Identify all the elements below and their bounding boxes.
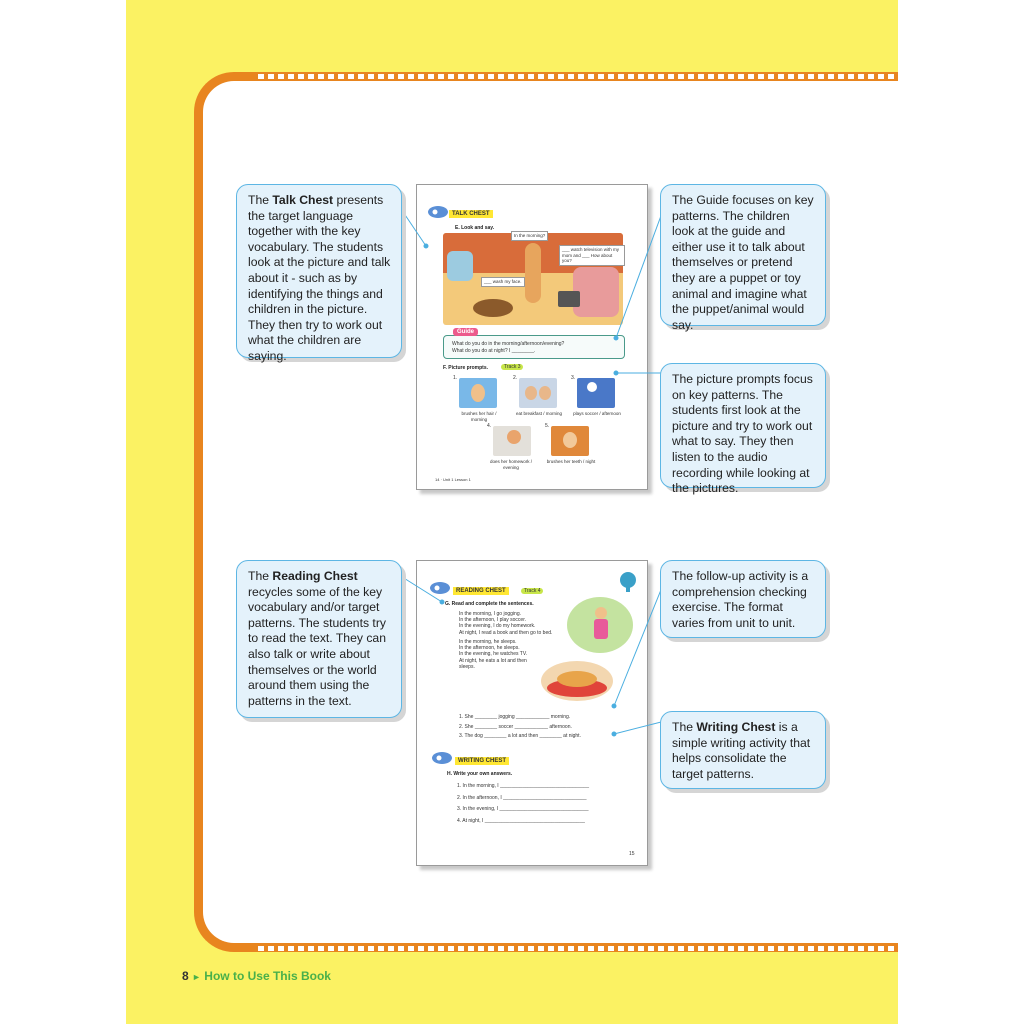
page-number: 15: [629, 851, 635, 857]
speech-bubble: In the morning?: [511, 231, 548, 241]
completion-sentence: 1. She ________ jogging ____________ morning.: [459, 714, 571, 720]
exercise-g-label: G. Read and complete the sentences.: [445, 601, 534, 607]
exercise-e-label: E. Look and say.: [455, 225, 495, 231]
callout-bold-term: Reading Chest: [272, 569, 358, 583]
speech-bubble: ___ watch television with my mom and ___ How about you?: [559, 245, 625, 266]
track-badge: Track 3: [501, 364, 523, 370]
exercise-f-label: F. Picture prompts.: [443, 365, 489, 371]
callout-text: is a simple writing activity that helps consolidate the target patterns.: [672, 720, 811, 781]
answer-line: 3. In the evening, I ________________________________: [457, 806, 589, 812]
reading-line: In the afternoon, I play soccer.: [459, 617, 526, 624]
answer-line: 4. At night, I ____________________________________: [457, 817, 585, 824]
page-footer: 14 · Unit 1 Lesson 1: [435, 477, 471, 482]
speech-bubble: ___ wash my face.: [481, 277, 525, 287]
follow-up-callout: [660, 560, 826, 638]
writing-chest-callout: [660, 711, 826, 789]
page-number: 8: [182, 969, 189, 983]
completion-sentence: 2. She ________ soccer ____________ afternoon.: [459, 723, 572, 730]
reading-line: sleeps.: [459, 663, 475, 670]
answer-line: 2. In the afternoon, I ______________________________: [457, 794, 587, 801]
callout-bold-term: Writing Chest: [696, 720, 776, 734]
callout-text: presents the target language together with the key vocabulary. The students look at the picture and talk about it - such as by identifying the things and children in the picture. They then try to work out what the children are saying.: [248, 193, 391, 363]
guide-question: What do you do at night? I ________.: [452, 348, 536, 354]
callout-text: The: [672, 720, 697, 734]
reading-line: In the afternoon, he sleeps.: [459, 645, 520, 652]
guide-question: What do you do in the morning/afternoon/evening?: [452, 341, 565, 347]
reading-chest-callout: [236, 560, 402, 718]
prompt-caption: plays soccer / afternoon: [573, 411, 621, 416]
prompt-number: 2.: [513, 375, 518, 381]
reading-line: In the morning, I go jogging.: [459, 611, 521, 617]
section-title: How to Use This Book: [204, 969, 331, 983]
reading-chest-header: READING CHEST: [453, 587, 509, 595]
reading-line: At night, I read a book and then go to bed.: [459, 629, 553, 636]
callout-text: recycles some of the key vocabulary and/or target patterns. The students try to read the text. They can also talk or write about themselves or the world around them using the patterns in the text.: [248, 584, 386, 708]
triangle-arrow-icon: ►: [192, 972, 201, 982]
callout-text: The: [248, 569, 273, 583]
talk-chest-callout: [236, 184, 402, 363]
writing-chest-header: WRITING CHEST: [455, 757, 509, 765]
reading-line: In the morning, he sleeps.: [459, 639, 517, 645]
picture-prompts-callout: [660, 363, 826, 496]
exercise-h-label: H. Write your own answers.: [447, 771, 513, 777]
callout-text: The Guide focuses on key patterns. The children look at the guide and either use it to talk about themselves or pretend they are a puppet or toy animal and imagine what the puppet/animal would say.: [672, 193, 814, 332]
prompt-number: 1.: [453, 375, 458, 381]
guide-callout: [660, 184, 826, 332]
prompt-caption: brushes her teeth / night: [546, 459, 596, 464]
guide-label: Guide: [453, 328, 478, 336]
completion-sentence: 3. The dog ________ a lot and then ________ at night.: [459, 733, 581, 739]
reading-line: At night, he eats a lot and then: [459, 657, 527, 664]
callout-text: The picture prompts focus on key patterns. The students first look at the picture and try to work out what to say. They then listen to the audio recording while looking at the pictures.: [672, 372, 813, 496]
prompt-caption: eat breakfast / morning: [515, 411, 563, 416]
reading-line: In the evening, he watches TV.: [459, 651, 528, 658]
prompt-caption: brushes her hair / morning: [461, 411, 497, 422]
callout-text: The follow-up activity is a comprehension checking exercise. The format varies from unit to unit.: [672, 569, 809, 630]
prompt-number: 5.: [545, 423, 550, 429]
reading-line: In the evening, I do my homework.: [459, 623, 536, 630]
answer-line: 1. In the morning, I ________________________________: [457, 783, 590, 789]
track-badge: Track 4: [521, 588, 543, 594]
page-footer: [182, 969, 331, 983]
callout-text: The: [248, 193, 273, 207]
prompt-caption: does her homework / evening: [489, 459, 533, 470]
talk-chest-header: TALK CHEST: [449, 210, 493, 218]
callout-bold-term: Talk Chest: [272, 193, 334, 207]
prompt-number: 4.: [487, 423, 492, 429]
prompt-number: 3.: [571, 375, 576, 381]
